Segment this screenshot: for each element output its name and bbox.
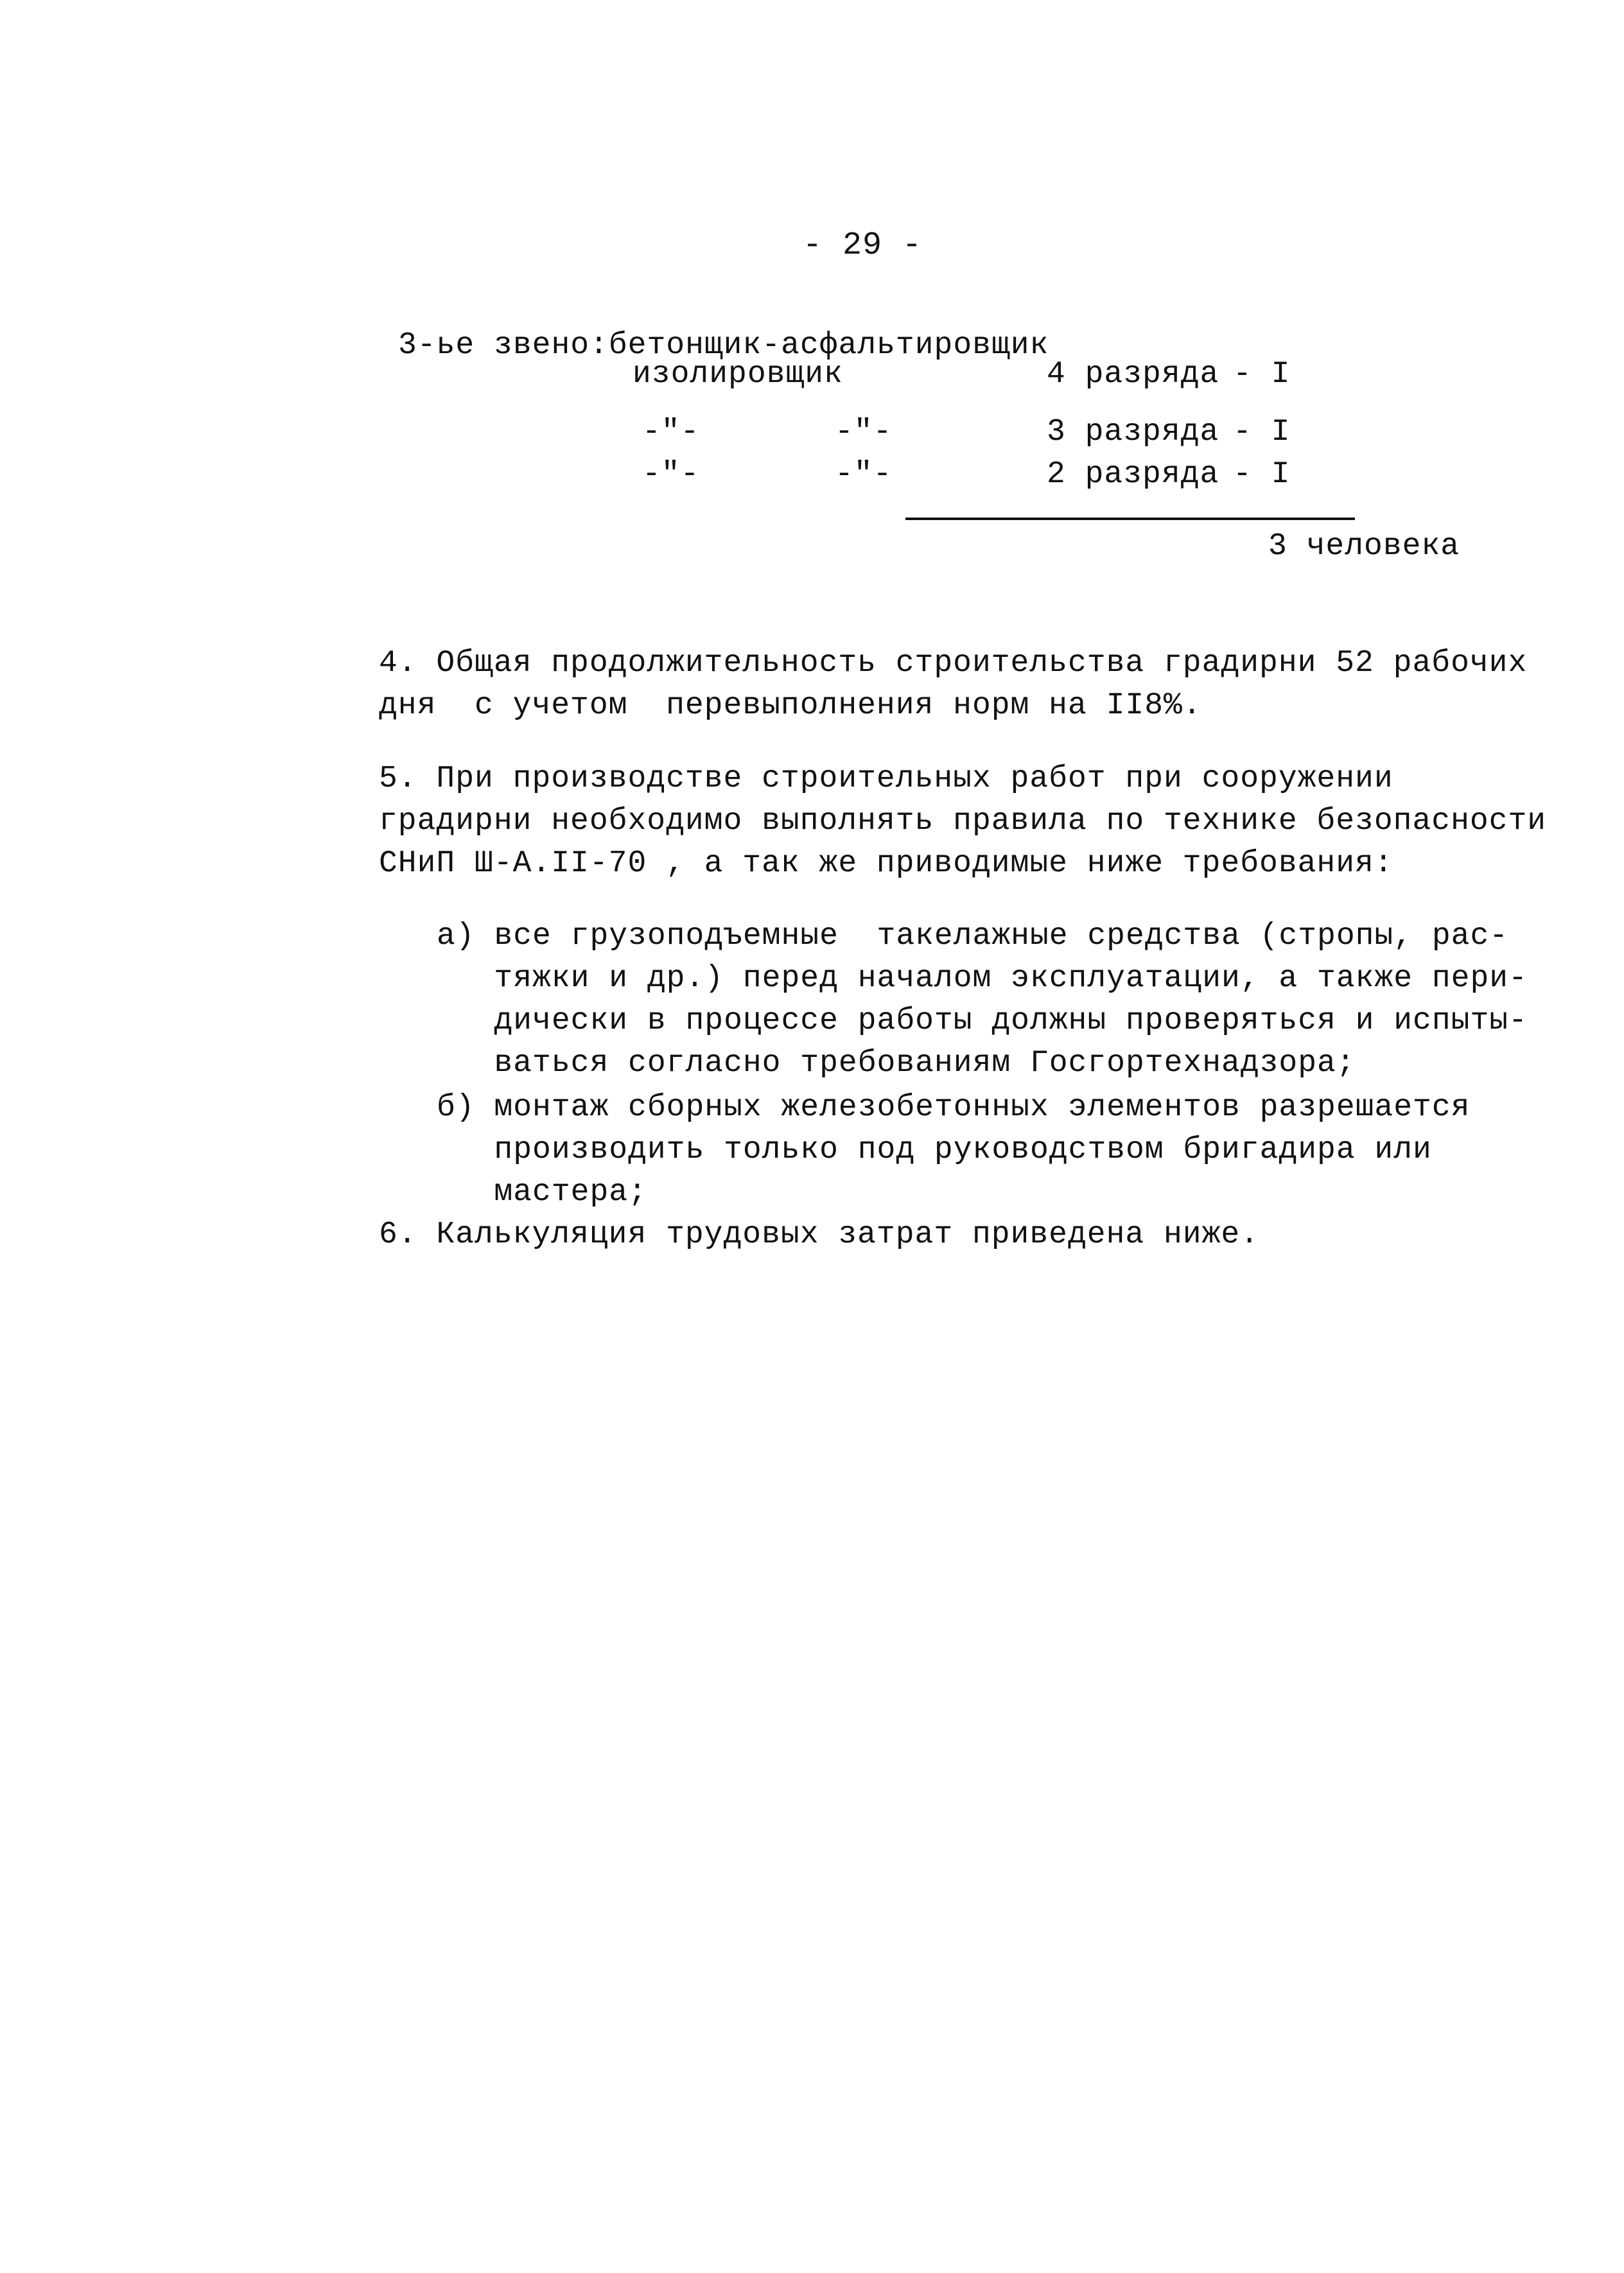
crew-row-ditto: -"- <box>642 415 700 449</box>
sub-item-b-line: производить только под руководством бригадира или <box>437 1133 1432 1167</box>
crew-row-grade: 2 разряда <box>1047 457 1219 492</box>
page-number: - 29 - <box>803 227 923 264</box>
item-5-line: градирни необходимо выполнять правила по технике безопасности <box>379 804 1547 839</box>
crew-row-count: - I <box>1233 457 1291 492</box>
sub-item-b-line: мастера; <box>437 1175 647 1210</box>
crew-row-ditto: -"- <box>642 457 700 492</box>
crew-row-count: - I <box>1233 415 1291 449</box>
item-4-line: 4. Общая продолжительность строительства градирни 52 рабочих <box>379 646 1528 681</box>
crew-total: 3 человека <box>1268 529 1460 564</box>
crew-row-grade: 3 разряда <box>1047 415 1219 449</box>
item-4-line: дня с учетом перевыполнения норм на II8%. <box>379 688 1202 723</box>
crew-row-ditto: -"- <box>835 415 893 449</box>
crew-title: 3-ье звено:бетонщик-асфальтировщик <box>398 328 1049 363</box>
crew-row-count: - I <box>1233 357 1291 392</box>
sub-item-a-line: дически в процессе работы должны проверяться и испыты- <box>437 1004 1528 1038</box>
sub-item-a-line: а) все грузоподъемные такелажные средства (стропы, рас- <box>437 919 1509 954</box>
total-underline <box>905 518 1355 520</box>
item-5-line: СНиП Ш-А.II-70 , а так же приводимые ниже требования: <box>379 846 1393 881</box>
crew-row-grade: 4 разряда <box>1047 357 1219 392</box>
crew-subtitle: изолировщик <box>633 357 843 392</box>
item-6-line: 6. Калькуляция трудовых затрат приведена ниже. <box>379 1217 1260 1252</box>
sub-item-a-line: ваться согласно требованиям Госгортехнадзора; <box>437 1046 1356 1081</box>
crew-row-ditto: -"- <box>835 457 893 492</box>
sub-item-a-line: тяжки и др.) перед началом эксплуатации, а также пери- <box>437 961 1528 996</box>
sub-item-b-line: б) монтаж сборных железобетонных элементов разрешается <box>437 1090 1471 1125</box>
item-5-line: 5. При производстве строительных работ при сооружении <box>379 762 1393 796</box>
